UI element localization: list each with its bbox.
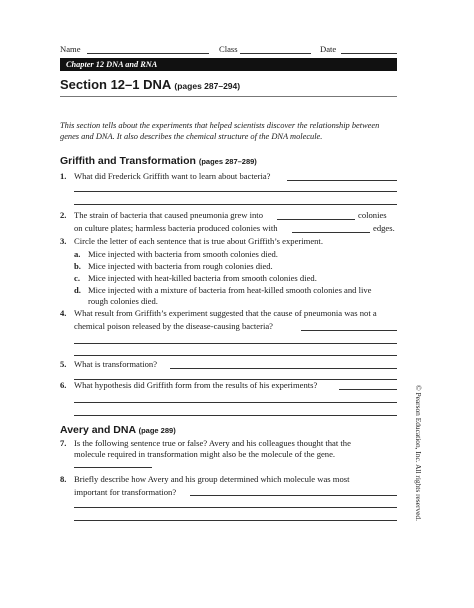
q6-text: What hypothesis did Griffith form from the results of his experiments? — [74, 380, 318, 390]
q6-answer-line-3[interactable] — [74, 415, 397, 416]
q1-answer-line-2[interactable] — [74, 191, 397, 192]
q3-option-b-letter[interactable]: b. — [74, 261, 81, 271]
q3-option-b-text: Mice injected with bacteria from rough colonies died. — [88, 261, 273, 271]
class-label: Class — [219, 44, 238, 54]
q1-number: 1. — [60, 171, 67, 181]
section-intro: This section tells about the experiments that helped scientists discover the relationship between genes and DNA. It also describes the chemical structure of the DNA molecule. — [60, 121, 380, 141]
section-title-text: Section 12–1 DNA — [60, 77, 171, 92]
name-field[interactable] — [87, 53, 209, 54]
q3-option-d-text: Mice injected with a mixture of bacteria from heat-killed smooth colonies and live — [88, 285, 372, 295]
q7-number: 7. — [60, 438, 67, 448]
q8-number: 8. — [60, 474, 67, 484]
q4-number: 4. — [60, 308, 67, 318]
avery-heading — [60, 424, 176, 437]
date-label: Date — [320, 44, 337, 54]
copyright-notice: © Pearson Education, Inc. All rights reserved. — [414, 385, 423, 521]
q3-text: Circle the letter of each sentence that is true about Griffith’s experiment. — [74, 236, 323, 246]
q1-answer-line-1[interactable] — [287, 180, 397, 181]
q5-answer-line-1[interactable] — [170, 368, 397, 369]
q4-text-line1: What result from Griffith’s experiment suggested that the cause of pneumonia was not a — [74, 308, 377, 318]
q1-answer-line-3[interactable] — [74, 204, 397, 205]
q8-answer-line-2[interactable] — [74, 507, 397, 508]
q2-text-part1: The strain of bacteria that caused pneumonia grew into — [74, 210, 263, 220]
q2-number: 2. — [60, 210, 67, 220]
date-field[interactable] — [341, 53, 397, 54]
class-field[interactable] — [240, 53, 311, 54]
q8-text-line1: Briefly describe how Avery and his group determined which molecule was most — [74, 474, 350, 484]
griffith-pages: (pages 287–289) — [198, 157, 257, 166]
q7-text-line2: molecule required in transformation might also be the molecule of the gene. — [74, 449, 336, 459]
q2-text-part4: edges. — [373, 223, 395, 233]
q3-option-c-letter[interactable]: c. — [74, 273, 80, 283]
q6-number: 6. — [60, 380, 67, 390]
q3-option-d-letter[interactable]: d. — [74, 285, 81, 295]
q2-blank-1[interactable] — [277, 219, 355, 220]
q2-blank-2[interactable] — [292, 232, 370, 233]
avery-pages: (page 289) — [138, 426, 176, 435]
section-title — [60, 77, 240, 94]
q5-text: What is transformation? — [74, 359, 158, 369]
q4-answer-line-1[interactable] — [301, 330, 397, 331]
q3-option-a-text: Mice injected with bacteria from smooth colonies died. — [88, 249, 278, 259]
section-pages: (pages 287–294) — [174, 81, 241, 91]
q1-text: What did Frederick Griffith want to learn about bacteria? — [74, 171, 271, 181]
q5-number: 5. — [60, 359, 67, 369]
q6-answer-line-2[interactable] — [74, 402, 397, 403]
griffith-heading — [60, 155, 257, 168]
q3-option-d-continuation: rough colonies died. — [88, 296, 158, 306]
name-label: Name — [60, 44, 81, 54]
q8-text-line2: important for transformation? — [74, 487, 177, 497]
q3-option-a-letter[interactable]: a. — [74, 249, 81, 259]
q3-option-c-text: Mice injected with heat-killed bacteria from smooth colonies died. — [88, 273, 317, 283]
q2-text-part3: on culture plates; harmless bacteria produced colonies with — [74, 223, 278, 233]
q2-text-part2: colonies — [358, 210, 387, 220]
q6-answer-line-1[interactable] — [339, 389, 397, 390]
q4-answer-line-2[interactable] — [74, 343, 397, 344]
q4-answer-line-3[interactable] — [74, 355, 397, 356]
griffith-heading-text: Griffith and Transformation — [60, 155, 196, 167]
section-divider — [60, 96, 397, 97]
chapter-banner: Chapter 12 DNA and RNA — [60, 58, 397, 71]
avery-heading-text: Avery and DNA — [60, 424, 136, 436]
q8-answer-line-1[interactable] — [190, 495, 397, 496]
q8-answer-line-3[interactable] — [74, 520, 397, 521]
q3-number: 3. — [60, 236, 67, 246]
q7-text-line1: Is the following sentence true or false? Avery and his colleagues thought that the — [74, 438, 351, 448]
q7-answer-blank[interactable] — [74, 467, 152, 468]
q4-text-line2: chemical poison released by the disease-causing bacteria? — [74, 321, 273, 331]
